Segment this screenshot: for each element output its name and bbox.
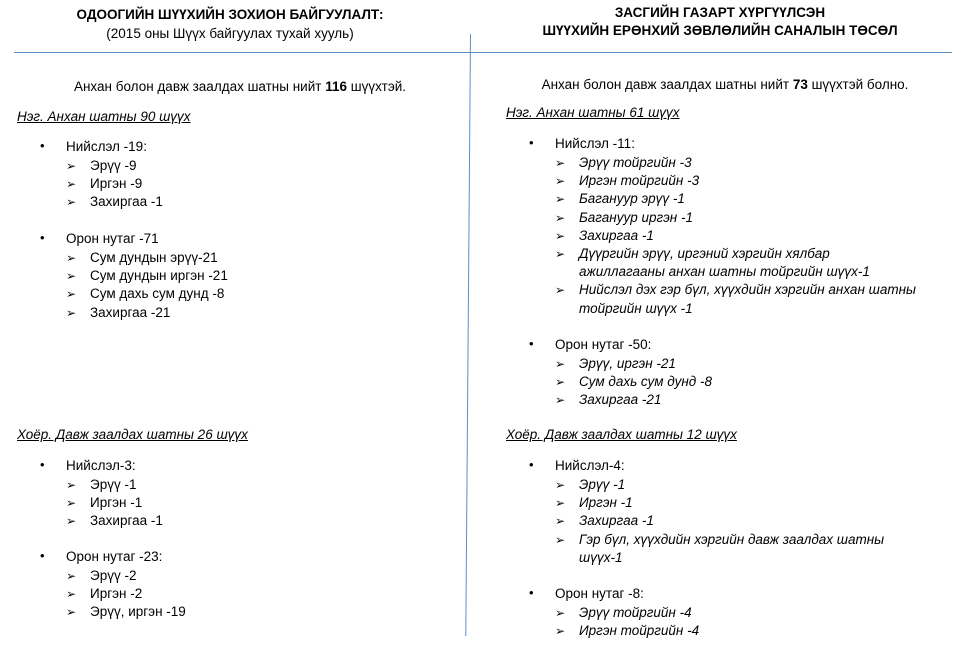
arrow-bullet-icon: ➢ bbox=[555, 606, 566, 620]
column-divider bbox=[465, 34, 471, 636]
arrow-bullet-icon: ➢ bbox=[555, 357, 566, 371]
list-item: ➢ Эрүү тойргийн -4 bbox=[555, 604, 699, 622]
list-item: ➢ Эрүү, иргэн -19 bbox=[66, 603, 186, 621]
list-item: ➢ Сум дундын эрүү-21 bbox=[66, 249, 228, 267]
list-item: ➢ Иргэн тойргийн -3 bbox=[555, 172, 916, 190]
group-label: Орон нутаг -23: bbox=[66, 549, 163, 564]
left-group-capital-appeal bbox=[40, 457, 136, 473]
list-item: ➢ Гэр бүл, хүүхдийн хэргийн давж заалдах шатны bbox=[555, 531, 884, 549]
left-group-capital bbox=[40, 138, 147, 154]
list-item: ➢ Эрүү -2 bbox=[66, 567, 186, 585]
group-label: Нийслэл -19: bbox=[66, 139, 147, 154]
right-total-prefix: Анхан болон давж заалдах шатны нийт bbox=[541, 77, 793, 92]
left-total bbox=[30, 79, 450, 94]
right-group-rural-appeal bbox=[529, 585, 644, 601]
list-item: ➢ Иргэн тойргийн -4 bbox=[555, 622, 699, 640]
arrow-bullet-icon: ➢ bbox=[555, 478, 566, 492]
header-divider bbox=[14, 52, 952, 53]
arrow-bullet-icon: ➢ bbox=[66, 514, 77, 529]
list-item: ➢ Сум дахь сум дунд -8 bbox=[66, 285, 228, 303]
left-group-rural bbox=[40, 230, 159, 246]
group-label: Орон нутаг -50: bbox=[555, 337, 652, 352]
arrow-bullet-icon: ➢ bbox=[66, 605, 77, 620]
list-item: ➢ Эрүү -9 bbox=[66, 157, 163, 175]
arrow-bullet-icon: ➢ bbox=[66, 195, 77, 210]
list-item: ➢ Иргэн -1 bbox=[66, 494, 163, 512]
left-group-rural-appeal bbox=[40, 548, 163, 564]
group-label: Нийслэл-3: bbox=[66, 458, 136, 473]
group-label: Нийслэл -11: bbox=[555, 136, 635, 151]
arrow-bullet-icon: ➢ bbox=[66, 269, 77, 284]
arrow-bullet-icon: ➢ bbox=[555, 228, 566, 243]
list-item: ➢ Захиргаа -1 bbox=[66, 193, 163, 211]
left-subtitle: (2015 оны Шүүх байгуулах тухай хууль) bbox=[106, 26, 354, 41]
list-item: ➢ Захиргаа -21 bbox=[66, 304, 228, 322]
list-item: ➢ Захиргаа -21 bbox=[555, 391, 712, 409]
arrow-bullet-icon: ➢ bbox=[555, 192, 566, 207]
arrow-bullet-icon: ➢ bbox=[555, 210, 566, 225]
right-title bbox=[500, 4, 940, 40]
arrow-bullet-icon: ➢ bbox=[66, 177, 77, 192]
list-item: ➢ Багануур иргэн -1 bbox=[555, 209, 916, 227]
right-group-capital bbox=[529, 135, 635, 151]
arrow-bullet-icon: ➢ bbox=[555, 514, 566, 529]
arrow-bullet-icon: ➢ bbox=[555, 247, 566, 262]
right-group-rural bbox=[529, 336, 652, 352]
group-label: Нийслэл-4: bbox=[555, 458, 625, 473]
left-group-capital-list bbox=[66, 157, 163, 212]
list-item: ➢ Эрүү тойргийн -3 bbox=[555, 154, 916, 172]
list-item: ➢ Эрүү -1 bbox=[66, 476, 163, 494]
right-section-appeal: Хоёр. Давж заалдах шатны 12 шүүх bbox=[506, 427, 737, 442]
arrow-bullet-icon: ➢ bbox=[555, 174, 566, 189]
right-group-rural-appeal-list bbox=[555, 604, 699, 640]
right-title-line2: ШҮҮХИЙН ЕРӨНХИЙ ЗӨВЛӨЛИЙН САНАЛЫН ТӨСӨЛ bbox=[542, 23, 898, 38]
bullet-icon: • bbox=[529, 585, 534, 600]
left-total-number: 116 bbox=[325, 79, 347, 94]
left-group-rural-list bbox=[66, 249, 228, 322]
right-total-suffix: шүүхтэй болно. bbox=[807, 77, 909, 92]
right-section-first-instance: Нэг. Анхан шатны 61 шүүх bbox=[506, 105, 680, 120]
bullet-icon: • bbox=[40, 457, 45, 472]
bullet-icon: • bbox=[40, 138, 45, 153]
arrow-bullet-icon: ➢ bbox=[66, 569, 77, 583]
group-label: Орон нутаг -8: bbox=[555, 586, 644, 601]
left-total-prefix: Анхан болон давж заалдах шатны нийт bbox=[73, 79, 326, 94]
list-item: ➢ Нийслэл дэх гэр бүл, хүүхдийн хэргийн анхан шатны bbox=[555, 281, 916, 299]
right-group-capital-list bbox=[555, 154, 916, 318]
left-title: ОДООГИЙН ШҮҮХИЙН ЗОХИОН БАЙГУУЛАЛТ: bbox=[76, 7, 384, 22]
arrow-bullet-icon: ➢ bbox=[555, 375, 566, 390]
arrow-bullet-icon: ➢ bbox=[66, 305, 77, 320]
list-item: ➢ Эрүү, иргэн -21 bbox=[555, 355, 712, 373]
bullet-icon: • bbox=[529, 457, 534, 472]
right-title-line1: ЗАСГИЙН ГАЗАРТ ХҮРГҮҮЛСЭН bbox=[614, 5, 826, 20]
group-label: Орон нутаг -71 bbox=[66, 231, 159, 246]
list-item: ➢ Захиргаа -1 bbox=[555, 227, 916, 245]
arrow-bullet-icon: ➢ bbox=[555, 532, 566, 547]
list-item: ➢ Захиргаа -1 bbox=[555, 512, 884, 530]
left-total-suffix: шүүхтэй. bbox=[346, 79, 407, 94]
arrow-bullet-icon: ➢ bbox=[555, 624, 566, 639]
bullet-icon: • bbox=[40, 230, 45, 245]
arrow-bullet-icon: ➢ bbox=[66, 496, 77, 511]
list-item-continuation: шүүх-1 bbox=[579, 549, 623, 565]
arrow-bullet-icon: ➢ bbox=[66, 287, 77, 302]
right-group-rural-list bbox=[555, 355, 712, 410]
list-item: ➢ Иргэн -9 bbox=[66, 175, 163, 193]
arrow-bullet-icon: ➢ bbox=[66, 587, 77, 602]
list-item-continuation: тойргийн шүүх -1 bbox=[579, 300, 693, 316]
right-group-capital-appeal-list bbox=[555, 476, 884, 567]
arrow-bullet-icon: ➢ bbox=[555, 496, 566, 511]
list-item: ➢ Сум дундын иргэн -21 bbox=[66, 267, 228, 285]
arrow-bullet-icon: ➢ bbox=[555, 156, 566, 170]
list-item-continuation: ажиллагааны анхан шатны тойргийн шүүх-1 bbox=[579, 264, 870, 280]
left-section-first-instance: Нэг. Анхан шатны 90 шүүх bbox=[17, 109, 191, 124]
right-total bbox=[500, 77, 950, 92]
list-item: ➢ Дүүргийн эрүү, иргэний хэргийн хялбар bbox=[555, 245, 916, 263]
arrow-bullet-icon: ➢ bbox=[66, 251, 77, 265]
arrow-bullet-icon: ➢ bbox=[66, 159, 77, 173]
arrow-bullet-icon: ➢ bbox=[555, 393, 566, 408]
arrow-bullet-icon: ➢ bbox=[66, 478, 77, 492]
right-group-capital-appeal bbox=[529, 457, 625, 473]
bullet-icon: • bbox=[529, 336, 534, 351]
left-section-appeal: Хоёр. Давж заалдах шатны 26 шүүх bbox=[17, 427, 248, 442]
list-item: ➢ Багануур эрүү -1 bbox=[555, 190, 916, 208]
right-total-number: 73 bbox=[792, 77, 808, 92]
left-group-capital-appeal-list bbox=[66, 476, 163, 531]
list-item: ➢ Иргэн -2 bbox=[66, 585, 186, 603]
list-item: ➢ Иргэн -1 bbox=[555, 494, 884, 512]
arrow-bullet-icon: ➢ bbox=[555, 283, 566, 298]
list-item: ➢ Сум дахь сум дунд -8 bbox=[555, 373, 712, 391]
left-group-rural-appeal-list bbox=[66, 567, 186, 622]
list-item: ➢ Захиргаа -1 bbox=[66, 512, 163, 530]
bullet-icon: • bbox=[529, 135, 534, 150]
list-item: ➢ Эрүү -1 bbox=[555, 476, 884, 494]
bullet-icon: • bbox=[40, 548, 45, 563]
